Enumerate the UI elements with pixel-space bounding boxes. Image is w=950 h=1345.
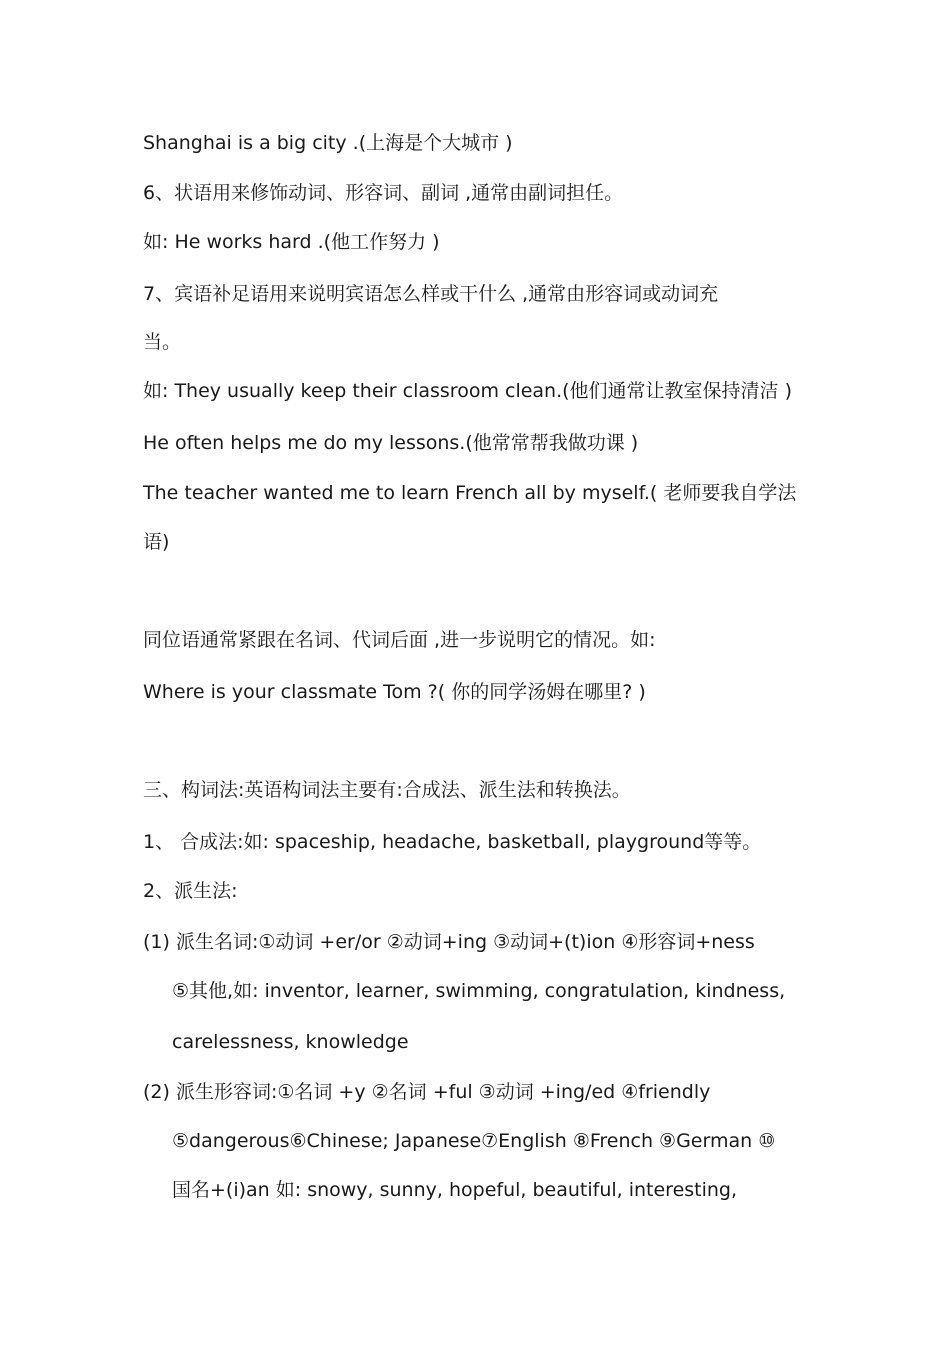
- text-line: 国名+(i)an 如: snowy, sunny, hopeful, beautiful, interesting,: [172, 1179, 738, 1201]
- text-line: 语): [143, 531, 170, 553]
- text-line: 如: They usually keep their classroom clean.(他们通常让教室保持清洁 ): [143, 380, 793, 402]
- text-line: 如: He works hard .(他工作努力 ): [143, 231, 440, 253]
- text-line: He often helps me do my lessons.(他常常帮我做功课 ): [143, 432, 639, 454]
- section-heading: 三、构词法:英语构词法主要有:合成法、派生法和转换法。: [143, 779, 631, 801]
- text-line: carelessness, knowledge: [172, 1031, 409, 1053]
- text-line: 当。: [143, 331, 182, 353]
- text-line: Shanghai is a big city .(上海是个大城市 ): [143, 132, 513, 154]
- text-line: 2、派生法:: [143, 880, 238, 902]
- text-line: 7、宾语补足语用来说明宾语怎么样或干什么 ,通常由形容词或动词充: [143, 283, 719, 305]
- text-line: 6、状语用来修饰动词、形容词、副词 ,通常由副词担任。: [143, 182, 624, 204]
- text-line: (1) 派生名词:①动词 +er/or ②动词+ing ③动词+(t)ion ④形容词+ness: [143, 931, 755, 953]
- text-line: 1、 合成法:如: spaceship, headache, basketball, playground等等。: [143, 831, 762, 853]
- text-line: The teacher wanted me to learn French all by myself.( 老师要我自学法: [143, 482, 797, 504]
- text-line: Where is your classmate Tom ?( 你的同学汤姆在哪里? ): [143, 681, 646, 703]
- text-line: ⑤dangerous⑥Chinese; Japanese⑦English ⑧French ⑨German ⑩: [172, 1130, 776, 1152]
- text-line: 同位语通常紧跟在名词、代词后面 ,进一步说明它的情况。如:: [143, 629, 656, 651]
- text-line: (2) 派生形容词:①名词 +y ②名词 +ful ③动词 +ing/ed ④friendly: [143, 1081, 711, 1103]
- text-line: ⑤其他,如: inventor, learner, swimming, congratulation, kindness,: [172, 980, 786, 1002]
